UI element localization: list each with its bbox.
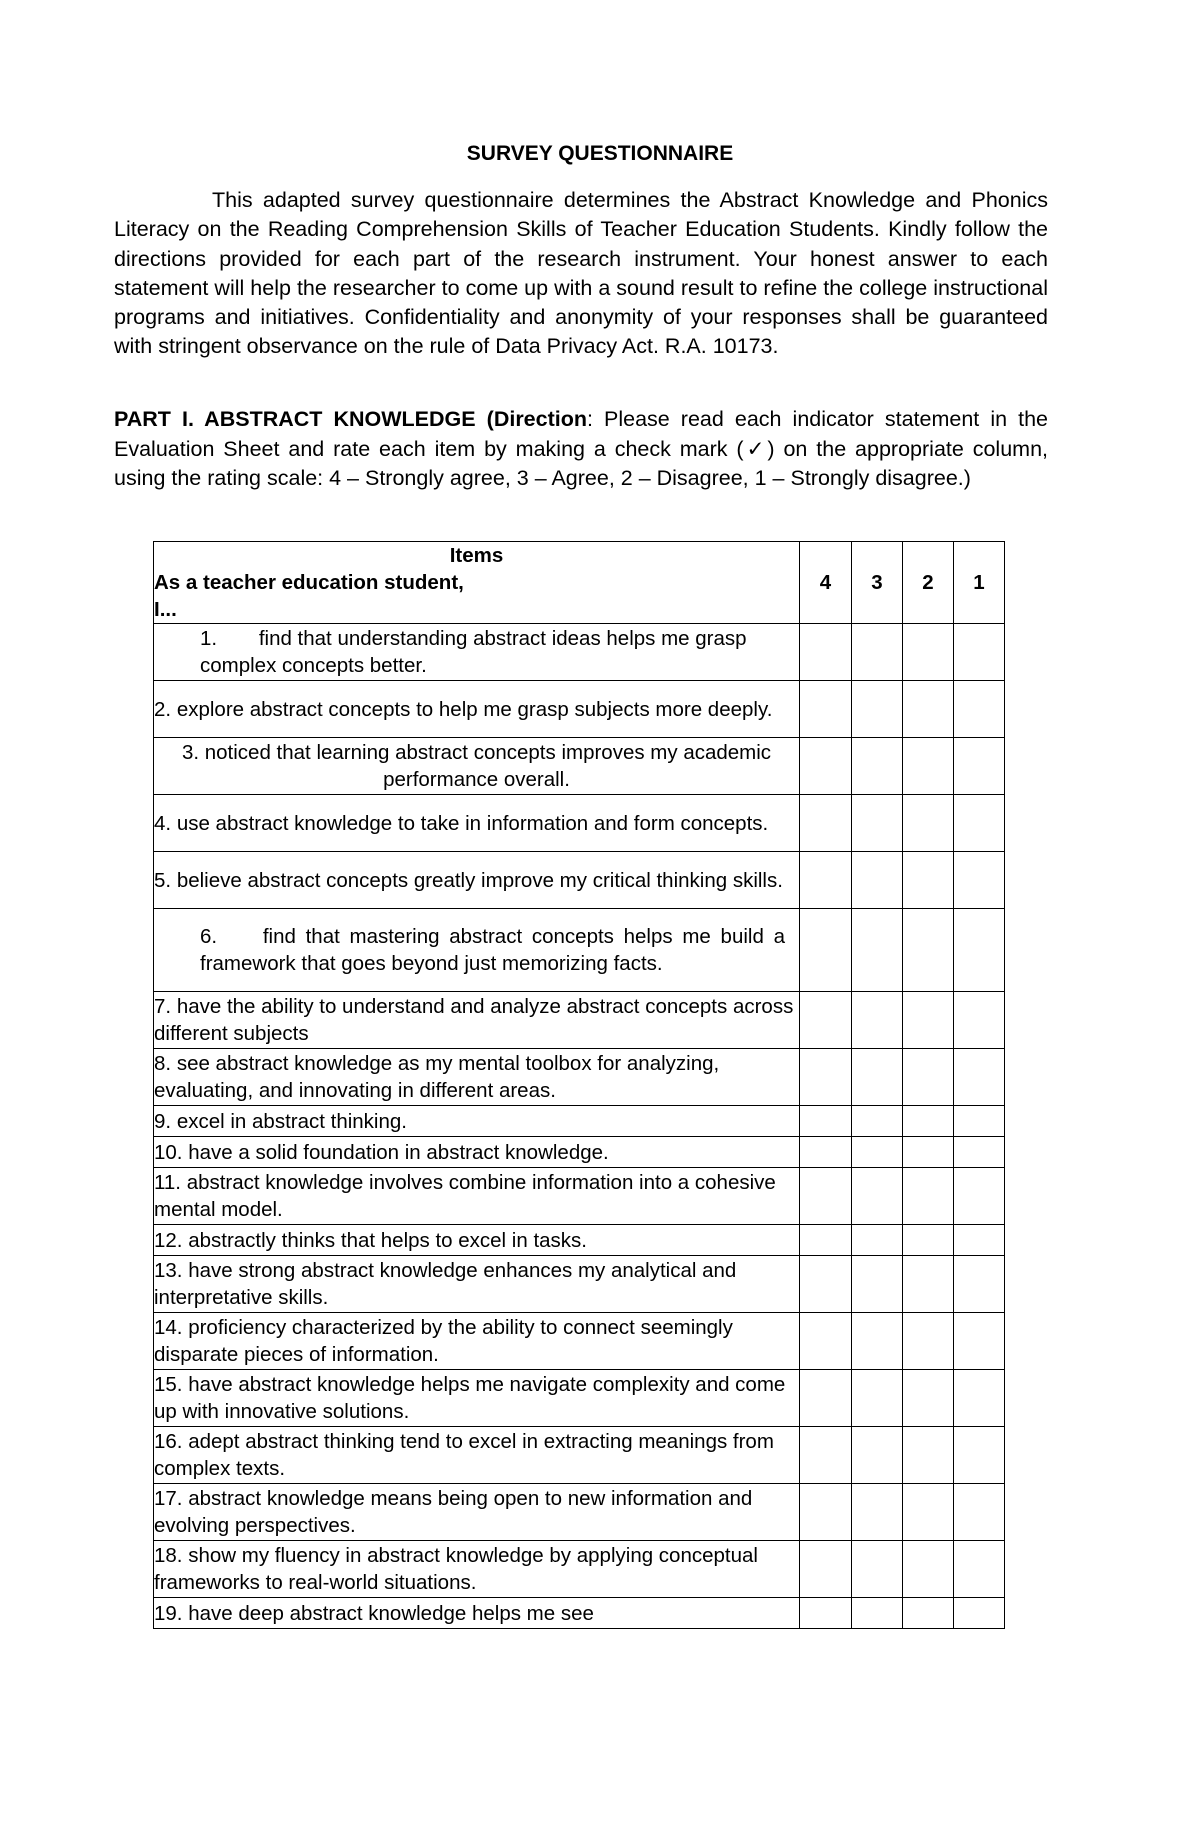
rating-cell-3[interactable] xyxy=(852,992,903,1049)
item-text: excel in abstract thinking. xyxy=(176,1109,407,1133)
item-text: abstract knowledge involves combine information into a cohesive mental model. xyxy=(154,1171,776,1221)
table-row xyxy=(154,852,1005,909)
table-row xyxy=(154,1370,1005,1427)
document-title: SURVEY QUESTIONNAIRE xyxy=(466,142,734,165)
item-text: abstractly thinks that helps to excel in tasks. xyxy=(188,1228,588,1252)
rating-cell-1[interactable] xyxy=(954,852,1005,909)
rating-cell-4[interactable] xyxy=(800,738,852,795)
item-statement xyxy=(154,1049,800,1106)
table-row xyxy=(154,909,1005,992)
item-text: find that mastering abstract concepts helps me build a framework that goes beyond just memorizing facts. xyxy=(200,925,785,975)
table-row xyxy=(154,624,1005,681)
rating-cell-4[interactable] xyxy=(800,624,852,681)
item-number: 13. xyxy=(154,1259,183,1282)
item-text: abstract knowledge means being open to new information and evolving perspectives. xyxy=(154,1487,753,1537)
rating-cell-4[interactable] xyxy=(800,1137,852,1168)
item-statement xyxy=(154,852,800,909)
item-text: use abstract knowledge to take in information and form concepts. xyxy=(176,811,769,835)
rating-cell-1[interactable] xyxy=(954,1370,1005,1427)
rating-cell-4[interactable] xyxy=(800,1168,852,1225)
item-text: believe abstract concepts greatly improve my critical thinking skills. xyxy=(176,868,783,892)
part1-direction xyxy=(114,405,1048,494)
rating-cell-1[interactable] xyxy=(954,1598,1005,1629)
rating-cell-1[interactable] xyxy=(954,1168,1005,1225)
rating-cell-1[interactable] xyxy=(954,1313,1005,1370)
rating-cell-4[interactable] xyxy=(800,1484,852,1541)
rating-cell-2[interactable] xyxy=(903,624,954,681)
items-subheader-line2: I... xyxy=(154,598,177,621)
rating-cell-3[interactable] xyxy=(852,1484,903,1541)
item-statement xyxy=(154,1168,800,1225)
item-number: 1. xyxy=(200,627,218,650)
item-number: 5. xyxy=(154,868,172,892)
rating-cell-3[interactable] xyxy=(852,1370,903,1427)
rating-cell-2[interactable] xyxy=(903,795,954,852)
rating-cell-1[interactable] xyxy=(954,1137,1005,1168)
rating-cell-1[interactable] xyxy=(954,1106,1005,1137)
item-number: 10. xyxy=(154,1140,183,1164)
item-number: 18. xyxy=(154,1544,183,1567)
item-statement xyxy=(154,795,800,852)
item-number: 12. xyxy=(154,1228,183,1252)
part1-heading: PART I. ABSTRACT KNOWLEDGE ( xyxy=(114,407,494,431)
intro-paragraph: This adapted survey questionnaire determines the Abstract Knowledge and Phonics Literacy on the Reading Comprehension Skills of Teacher Education Students. Kindly follow the directions provided for each part of the research instrument. Your honest answer to each statement will help the researcher to come up with a sound result to refine the college instructional programs and initiatives. Confidentiality and anonymity of your responses shall be guaranteed with stringent observance on the rule of Data Privacy Act. R.A. 10173. xyxy=(114,188,1048,359)
item-text: have strong abstract knowledge enhances my analytical and interpretative skills. xyxy=(154,1259,737,1309)
rating-cell-4[interactable] xyxy=(800,795,852,852)
item-statement xyxy=(154,1137,800,1168)
table-row xyxy=(154,795,1005,852)
abstract-knowledge-table xyxy=(153,541,1005,1629)
item-statement xyxy=(154,1541,800,1598)
rating-cell-4[interactable] xyxy=(800,1427,852,1484)
scale-header-1: 1 xyxy=(954,542,1005,624)
item-number: 2. xyxy=(154,697,172,721)
rating-cell-3[interactable] xyxy=(852,681,903,738)
item-number: 15. xyxy=(154,1373,183,1396)
item-statement xyxy=(154,1225,800,1256)
direction-label: Direction xyxy=(493,407,587,431)
rating-cell-1[interactable] xyxy=(954,1225,1005,1256)
table-row xyxy=(154,1106,1005,1137)
table-row xyxy=(154,1137,1005,1168)
rating-cell-2[interactable] xyxy=(903,1370,954,1427)
table-row xyxy=(154,992,1005,1049)
table-row xyxy=(154,1256,1005,1313)
rating-cell-4[interactable] xyxy=(800,1049,852,1106)
table-row xyxy=(154,1484,1005,1541)
table-row xyxy=(154,1225,1005,1256)
rating-cell-4[interactable] xyxy=(800,1106,852,1137)
rating-cell-3[interactable] xyxy=(852,1541,903,1598)
item-text: explore abstract concepts to help me grasp subjects more deeply. xyxy=(176,697,773,721)
table-row xyxy=(154,738,1005,795)
table-row xyxy=(154,1541,1005,1598)
rating-cell-2[interactable] xyxy=(903,852,954,909)
rating-cell-1[interactable] xyxy=(954,1541,1005,1598)
rating-cell-2[interactable] xyxy=(903,1598,954,1629)
item-text: have abstract knowledge helps me navigate complexity and come up with innovative solutions. xyxy=(154,1373,786,1423)
rating-cell-4[interactable] xyxy=(800,992,852,1049)
rating-cell-1[interactable] xyxy=(954,738,1005,795)
table-body xyxy=(154,624,1005,1629)
rating-cell-4[interactable] xyxy=(800,681,852,738)
item-number: 17. xyxy=(154,1487,183,1510)
rating-cell-3[interactable] xyxy=(852,795,903,852)
item-number: 3. xyxy=(181,741,200,764)
rating-cell-3[interactable] xyxy=(852,1168,903,1225)
rating-cell-4[interactable] xyxy=(800,1313,852,1370)
item-text: show my fluency in abstract knowledge by applying conceptual frameworks to real-world situations. xyxy=(154,1544,758,1594)
items-header xyxy=(154,542,800,624)
item-number: 16. xyxy=(154,1430,183,1453)
items-subheader-line1: As a teacher education student, xyxy=(154,571,464,594)
table-row xyxy=(154,1049,1005,1106)
rating-cell-3[interactable] xyxy=(852,1313,903,1370)
rating-cell-2[interactable] xyxy=(903,1313,954,1370)
item-statement xyxy=(154,1256,800,1313)
item-number: 6. xyxy=(200,925,218,948)
item-number: 8. xyxy=(154,1052,172,1075)
item-text: find that understanding abstract ideas helps me grasp complex concepts better. xyxy=(200,627,747,677)
table-row xyxy=(154,1313,1005,1370)
rating-cell-4[interactable] xyxy=(800,909,852,992)
item-text: have deep abstract knowledge helps me see xyxy=(188,1601,594,1625)
rating-cell-1[interactable] xyxy=(954,992,1005,1049)
rating-cell-3[interactable] xyxy=(852,1049,903,1106)
rating-cell-1[interactable] xyxy=(954,909,1005,992)
rating-cell-2[interactable] xyxy=(903,1427,954,1484)
rating-cell-1[interactable] xyxy=(954,1484,1005,1541)
rating-cell-2[interactable] xyxy=(903,1049,954,1106)
rating-cell-2[interactable] xyxy=(903,1106,954,1137)
rating-cell-3[interactable] xyxy=(852,1225,903,1256)
rating-cell-1[interactable] xyxy=(954,681,1005,738)
scale-header-4: 4 xyxy=(800,542,852,624)
item-statement xyxy=(154,1484,800,1541)
rating-cell-4[interactable] xyxy=(800,852,852,909)
item-statement xyxy=(154,1313,800,1370)
item-text: see abstract knowledge as my mental toolbox for analyzing, evaluating, and innovating in different areas. xyxy=(154,1052,720,1102)
item-text: proficiency characterized by the ability to connect seemingly disparate pieces of information. xyxy=(154,1316,733,1366)
rating-cell-3[interactable] xyxy=(852,852,903,909)
rating-cell-4[interactable] xyxy=(800,1256,852,1313)
rating-cell-3[interactable] xyxy=(852,1598,903,1629)
rating-cell-4[interactable] xyxy=(800,1541,852,1598)
item-statement xyxy=(154,738,800,795)
table-row xyxy=(154,1598,1005,1629)
rating-cell-1[interactable] xyxy=(954,795,1005,852)
item-statement xyxy=(154,909,800,992)
rating-cell-4[interactable] xyxy=(800,1370,852,1427)
rating-cell-1[interactable] xyxy=(954,1256,1005,1313)
item-statement xyxy=(154,1370,800,1427)
scale-header-3: 3 xyxy=(852,542,903,624)
rating-cell-4[interactable] xyxy=(800,1225,852,1256)
scale-header-2: 2 xyxy=(903,542,954,624)
item-text: have a solid foundation in abstract knowledge. xyxy=(188,1140,609,1164)
rating-cell-3[interactable] xyxy=(852,624,903,681)
table-row xyxy=(154,1168,1005,1225)
item-number: 14. xyxy=(154,1316,183,1339)
item-text: noticed that learning abstract concepts improves my academic performance overall. xyxy=(204,741,772,791)
item-statement xyxy=(154,681,800,738)
table-row xyxy=(154,681,1005,738)
direction-text: : Please read each indicator statement in the Evaluation Sheet and rate each item by making a check mark (✓) on the appropriate column, using the rating scale: 4 – Strongly agree, 3 – Agree, 2 – Disagree, 1 – Strongly disagree.) xyxy=(114,407,1048,491)
rating-cell-3[interactable] xyxy=(852,738,903,795)
item-statement xyxy=(154,1106,800,1137)
item-text: have the ability to understand and analyze abstract concepts across different subjects xyxy=(154,995,794,1045)
rating-cell-1[interactable] xyxy=(954,1049,1005,1106)
rating-cell-2[interactable] xyxy=(903,1168,954,1225)
rating-cell-2[interactable] xyxy=(903,1137,954,1168)
item-number: 19. xyxy=(154,1601,183,1625)
rating-cell-3[interactable] xyxy=(852,1256,903,1313)
item-text: adept abstract thinking tend to excel in extracting meanings from complex texts. xyxy=(154,1430,774,1480)
rating-cell-4[interactable] xyxy=(800,1598,852,1629)
rating-cell-2[interactable] xyxy=(903,909,954,992)
items-label: Items xyxy=(449,544,504,567)
item-statement xyxy=(154,992,800,1049)
rating-cell-2[interactable] xyxy=(903,1541,954,1598)
rating-cell-3[interactable] xyxy=(852,1427,903,1484)
rating-cell-2[interactable] xyxy=(903,681,954,738)
rating-cell-3[interactable] xyxy=(852,1137,903,1168)
rating-cell-2[interactable] xyxy=(903,1225,954,1256)
item-number: 11. xyxy=(154,1171,181,1194)
rating-cell-2[interactable] xyxy=(903,738,954,795)
item-statement xyxy=(154,1427,800,1484)
item-number: 4. xyxy=(154,811,172,835)
rating-cell-3[interactable] xyxy=(852,909,903,992)
table-row xyxy=(154,1427,1005,1484)
rating-cell-3[interactable] xyxy=(852,1106,903,1137)
rating-cell-1[interactable] xyxy=(954,624,1005,681)
rating-cell-2[interactable] xyxy=(903,992,954,1049)
item-number: 9. xyxy=(154,1109,172,1133)
item-number: 7. xyxy=(154,995,172,1018)
item-statement xyxy=(154,1598,800,1629)
rating-cell-2[interactable] xyxy=(903,1484,954,1541)
rating-cell-2[interactable] xyxy=(903,1256,954,1313)
rating-cell-1[interactable] xyxy=(954,1427,1005,1484)
item-statement xyxy=(154,624,800,681)
